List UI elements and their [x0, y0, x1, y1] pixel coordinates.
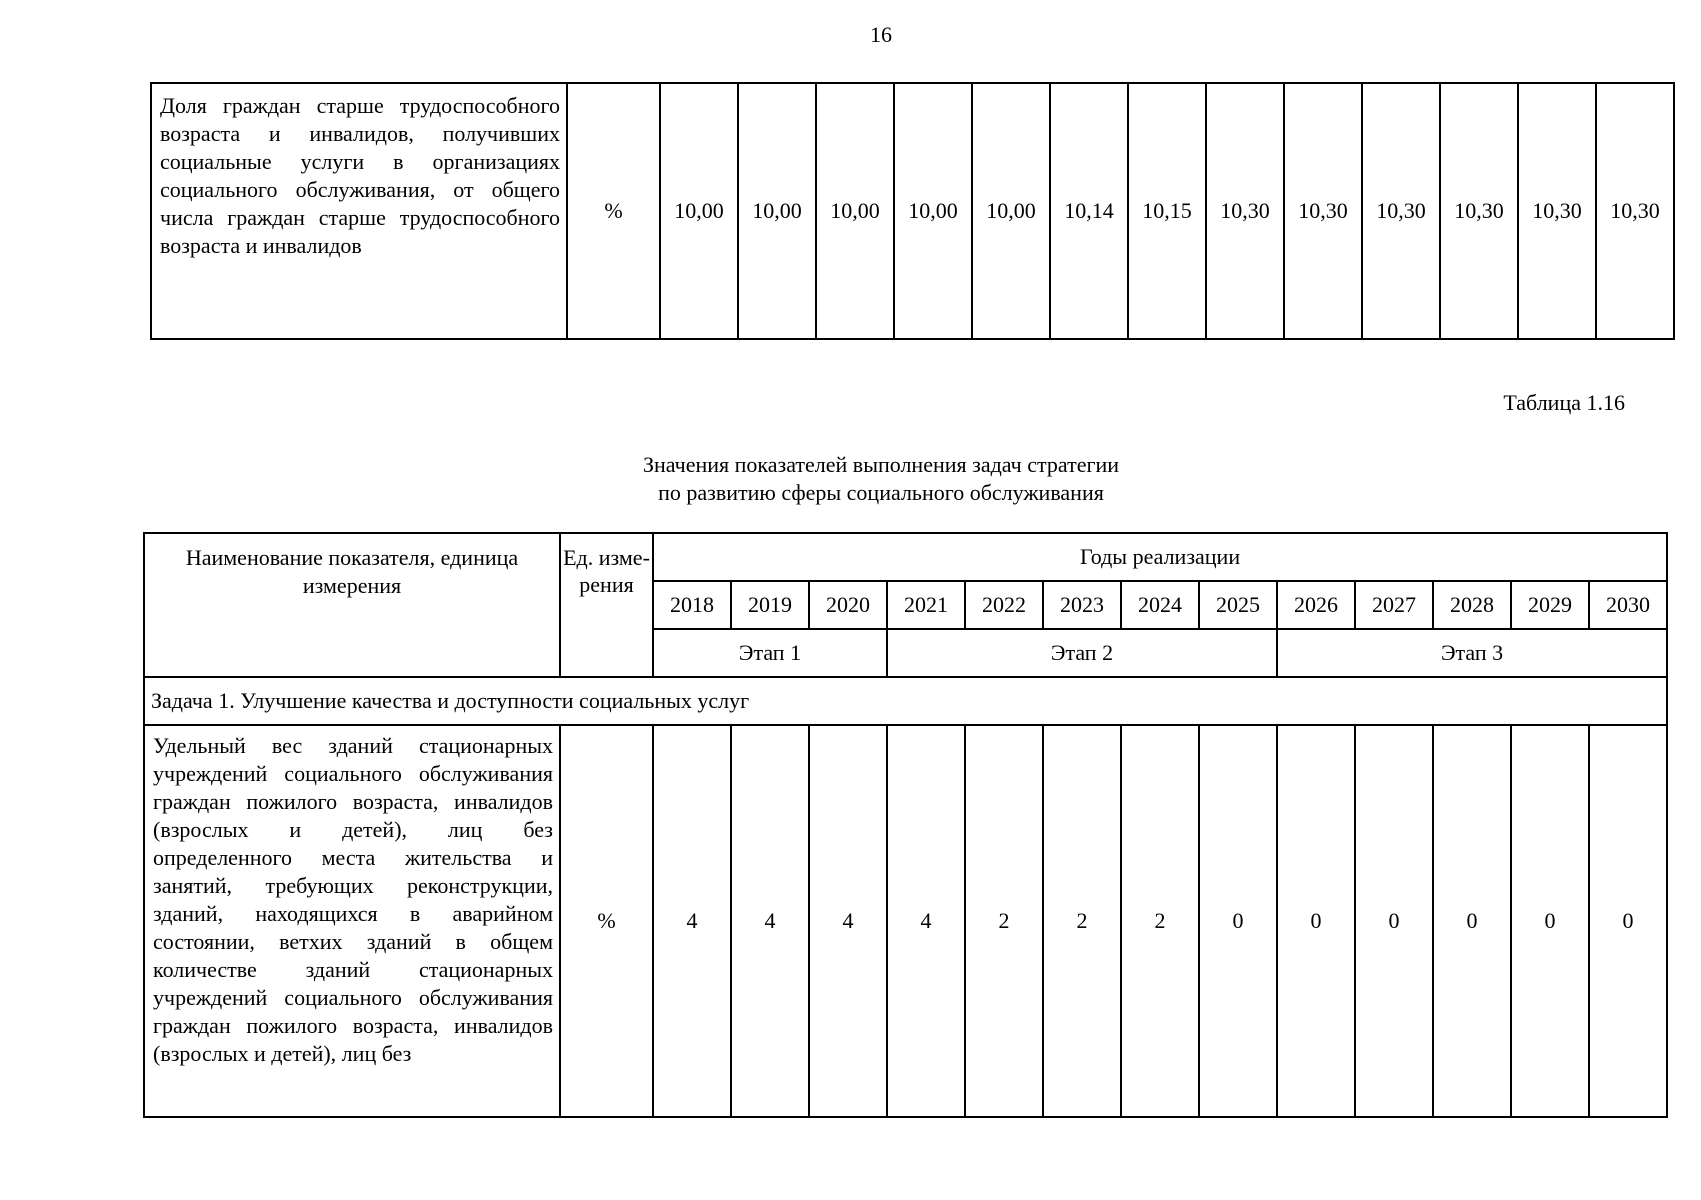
value-cell: 0 [1433, 725, 1511, 1117]
indicators-table [143, 532, 1668, 1118]
value-cell: 10,00 [894, 83, 972, 339]
year-cell: 2024 [1121, 581, 1199, 629]
table-caption [0, 451, 1701, 507]
value-cell: 4 [653, 725, 731, 1117]
stage-cell: Этап 1 [653, 629, 887, 677]
table-row [144, 725, 1667, 1117]
value-cell: 10,30 [1362, 83, 1440, 339]
year-cell: 2023 [1043, 581, 1121, 629]
value-cell: 10,30 [1518, 83, 1596, 339]
value-cell: 10,30 [1596, 83, 1674, 339]
value-cell: 0 [1199, 725, 1277, 1117]
value-cell: 0 [1277, 725, 1355, 1117]
header-years: Годы реализации [653, 533, 1667, 581]
value-cell: 2 [1121, 725, 1199, 1117]
year-cell: 2020 [809, 581, 887, 629]
table-number: Таблица 1.16 [1503, 390, 1625, 415]
page-number: 16 [870, 22, 892, 47]
value-cell: 10,00 [972, 83, 1050, 339]
task-title: Задача 1. Улучшение качества и доступности социальных услуг [144, 677, 1667, 725]
year-cell: 2019 [731, 581, 809, 629]
year-cell: 2029 [1511, 581, 1589, 629]
value-cell: 10,30 [1440, 83, 1518, 339]
value-cell: 2 [1043, 725, 1121, 1117]
value-cell: 0 [1355, 725, 1433, 1117]
stage-cell: Этап 2 [887, 629, 1277, 677]
value-cell: 10,00 [660, 83, 738, 339]
unit-cell: % [567, 83, 660, 339]
value-cell: 10,30 [1284, 83, 1362, 339]
value-cell: 0 [1511, 725, 1589, 1117]
year-cell: 2025 [1199, 581, 1277, 629]
value-cell: 10,00 [738, 83, 816, 339]
year-cell: 2027 [1355, 581, 1433, 629]
header-indicator-name: Наименование показателя, единица измерения [144, 533, 560, 677]
year-cell: 2026 [1277, 581, 1355, 629]
value-cell: 10,15 [1128, 83, 1206, 339]
value-cell: 10,30 [1206, 83, 1284, 339]
header-unit: Ед. изме- рения [560, 533, 653, 677]
year-cell: 2022 [965, 581, 1043, 629]
indicator-name: Доля граждан старше трудоспособного возраста и инвалидов, получивших социальные услуги в организациях социального обслуживания, от общего числа граждан старше трудоспособного возраста и инвалидов [151, 83, 567, 339]
year-cell: 2021 [887, 581, 965, 629]
value-cell: 4 [731, 725, 809, 1117]
value-cell: 10,00 [816, 83, 894, 339]
value-cell: 2 [965, 725, 1043, 1117]
unit-cell: % [560, 725, 653, 1117]
value-cell: 4 [887, 725, 965, 1117]
value-cell: 4 [809, 725, 887, 1117]
table-header-row [144, 533, 1667, 581]
top-indicator-table [150, 82, 1675, 340]
table-row [151, 83, 1674, 339]
value-cell: 10,14 [1050, 83, 1128, 339]
value-cell: 0 [1589, 725, 1667, 1117]
caption-line: Значения показателей выполнения задач стратегии [642, 452, 1120, 477]
year-cell: 2018 [653, 581, 731, 629]
caption-line: по развитию сферы социального обслуживания [658, 480, 1104, 505]
stage-cell: Этап 3 [1277, 629, 1667, 677]
year-cell: 2028 [1433, 581, 1511, 629]
indicator-name: Удельный вес зданий стационарных учреждений социального обслуживания граждан пожилого возраста, инвалидов (взрослых и детей), лиц без определенного места жительства и занятий, требующих реконструкции, зданий, находящихся в аварийном состоянии, ветхих зданий в общем количестве зданий стационарных учреждений социального обслуживания граждан пожилого возраста, инвалидов (взрослых и детей), лиц без [144, 725, 560, 1117]
year-cell: 2030 [1589, 581, 1667, 629]
task-row [144, 677, 1667, 725]
